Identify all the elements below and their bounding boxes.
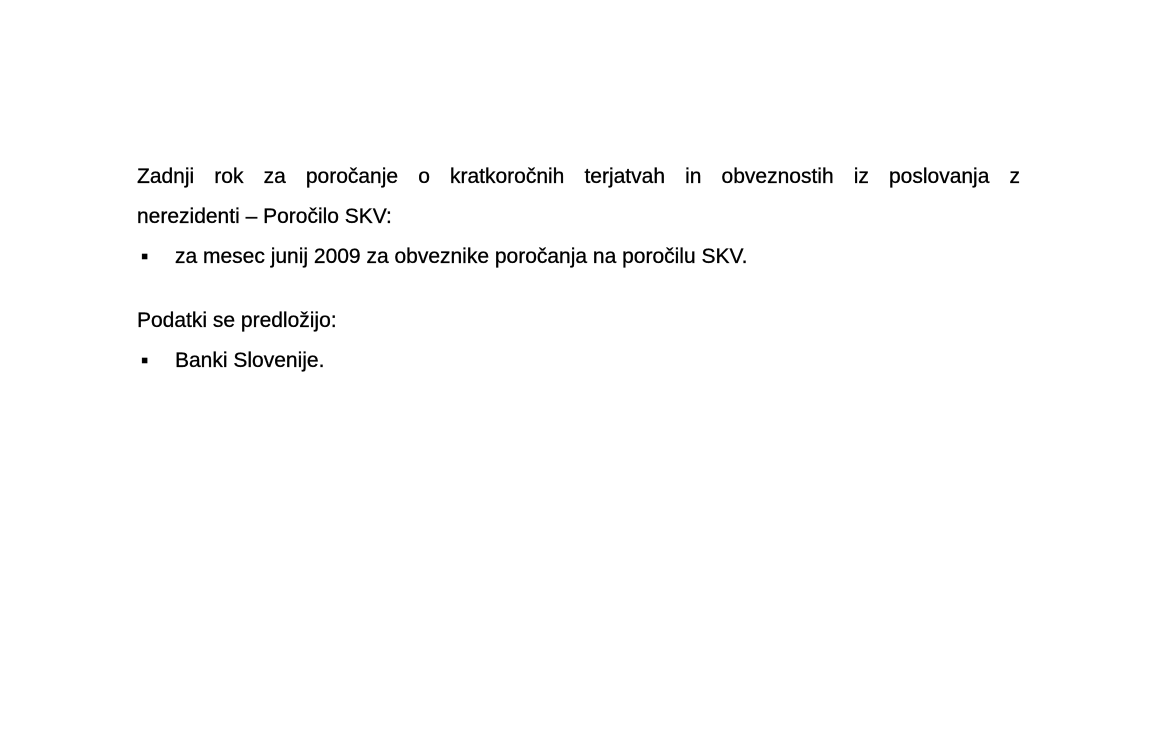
bullet-item-deadline-text: za mesec junij 2009 za obveznike poročanja na poročilu SKV.: [175, 245, 748, 268]
bullet-item-recipient-text: Banki Slovenije.: [175, 349, 325, 372]
bullet-square-icon: ▪: [141, 245, 149, 268]
paragraph-deadline-line1: Zadnji rok za poročanje o kratkoročnih terjatvah in obveznostih iz poslovanja z: [137, 165, 1020, 188]
paragraph-submission-heading: Podatki se predložijo:: [137, 309, 337, 332]
paragraph-deadline-line2: nerezidenti – Poročilo SKV:: [137, 205, 392, 228]
document-content: [137, 157, 1020, 381]
bullet-square-icon: ▪: [141, 349, 149, 372]
bullet-item-recipient: [137, 341, 1020, 381]
paragraph-deadline: [137, 157, 1020, 237]
bullet-item-deadline: [137, 237, 1020, 277]
